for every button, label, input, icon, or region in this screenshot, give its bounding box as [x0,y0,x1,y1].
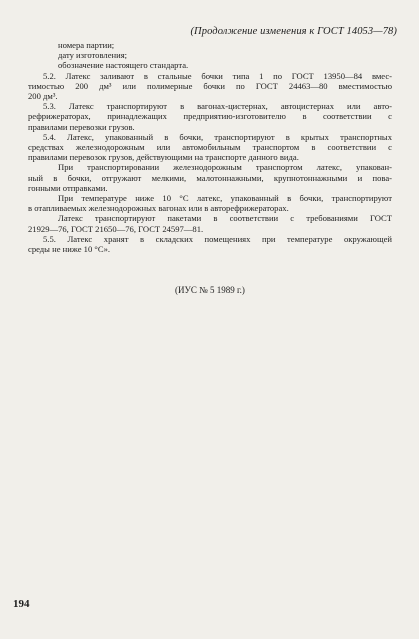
text-line: средствах железнодорожным или автомобильным транспортом в соответствии с [28,142,392,153]
text-line: ный в бочки, отгружают мелкими, малотоннажными, крупнотоннажными и пова- [28,172,392,183]
text-line: 5.4. Латекс, упакованный в бочки, транспортируют в крытых транспортных [43,131,392,142]
page-number: 194 [13,598,30,610]
text-line: 5.3. Латекс транспортируют в вагонах-цистернах, автоцистернах или авто- [43,101,392,112]
text-line: тимостью 200 дм³ или полимерные бочки по ГОСТ 24463—80 вместимостью [28,80,392,91]
text-line: гонными отправками. [28,182,108,193]
text-line: 5.2. Латекс заливают в стальные бочки типа 1 по ГОСТ 13950—84 вмес- [43,70,392,81]
running-header: (Продолжение изменения к ГОСТ 14053—78) [190,26,397,37]
text-line: правилами перевозок грузов, действующими на транспорте данного вида. [28,152,299,163]
source-note: (ИУС № 5 1989 г.) [175,285,245,295]
text-line: среды не ниже 10 °С». [28,244,111,255]
body-text [28,40,392,295]
text-line: При температуре ниже 10 °С латекс, упакованный в бочки, транспортируют [58,193,392,204]
text-line: дату изготовления; [58,50,128,61]
text-line: рефрижераторах, принадлежащих предприятию-изготовителю в соответствии с [28,111,392,122]
text-line: в отапливаемых железнодорожных вагонах или в авторефрижераторах. [28,203,289,214]
text-line: 5.5. Латекс хранят в складских помещениях при температуре окружающей [43,233,392,244]
text-line: Латекс транспортируют пакетами в соответствии с требованиями ГОСТ [58,213,392,224]
text-line: При транспортировании железнодорожным транспортом латекс, упакован- [58,162,392,173]
text-line: правилами перевозки грузов. [28,121,135,132]
text-line: обозначение настоящего стандарта. [58,60,189,71]
text-line: 200 дм³. [28,91,58,102]
text-line: 21929—76, ГОСТ 21650—76, ГОСТ 24597—81. [28,223,204,234]
text-line: номера партии; [58,40,115,50]
